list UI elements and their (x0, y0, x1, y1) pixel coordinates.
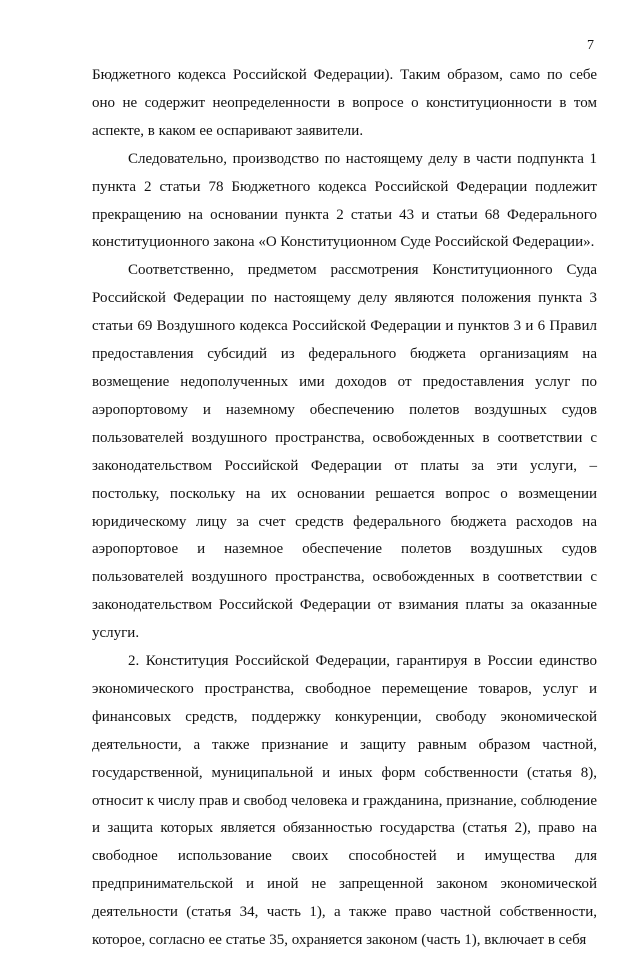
paragraph-continuation: Бюджетного кодекса Российской Федерации). Таким образом, само по себе оно не содержит неопределенности в вопросе о конституционности в том аспекте, в каком ее оспаривают заявители. (92, 67, 597, 139)
paragraph-section-2-constitution: 2. Конституция Российской Федерации, гарантируя в России единство экономического пространства, свободное перемещение товаров, услуг и финансовых средств, поддержку конкуренции, свободу экономической деятельности, а также признание и защиту равным образом частной, государственной, муниципальной и иных форм собственности (статья 8), относит к числу прав и свобод человека и гражданина, признание, соблюдение и защита которых является обязанностью государства (статья 2), право на свободное использование своих способностей и имущества для предпринимательской и иной не запрещенной законом экономической деятельности (статья 34, часть 1), а также право частной собственности, которое, согласно ее статье 35, охраняется законом (часть 1), включает в себя (92, 653, 597, 949)
document-body (92, 62, 597, 955)
paragraph-subject-of-review: Соответственно, предметом рассмотрения Конституционного Суда Российской Федерации по настоящему делу являются положения пункта 3 статьи 69 Воздушного кодекса Российской Федерации и пунктов 3 и 6 Правил предоставления субсидий из федерального бюджета организациям на возмещение недополученных ими доходов от предоставления услуг по аэропортовому и наземному обеспечению полетов воздушных судов пользователей воздушного пространства, освобожденных в соответствии с законодательством Российской Федерации от платы за эти услуги, – постольку, поскольку на их основании решается вопрос о возмещении юридическому лицу за счет средств федерального бюджета расходов на аэропортовое и наземное обеспечение полетов воздушных судов пользователей воздушного пространства, освобожденных в соответствии с законодательством Российской Федерации от взимания платы за оказанные услуги. (92, 262, 597, 642)
paragraph-proceedings-termination: Следовательно, производство по настоящему делу в части подпункта 1 пункта 2 статьи 78 Бюджетного кодекса Российской Федерации подлежит прекращению на основании пункта 2 статьи 43 и статьи 68 Федерального конституционного закона «О Конституционном Суде Российской Федерации». (92, 150, 597, 251)
page-number: 7 (587, 38, 594, 53)
